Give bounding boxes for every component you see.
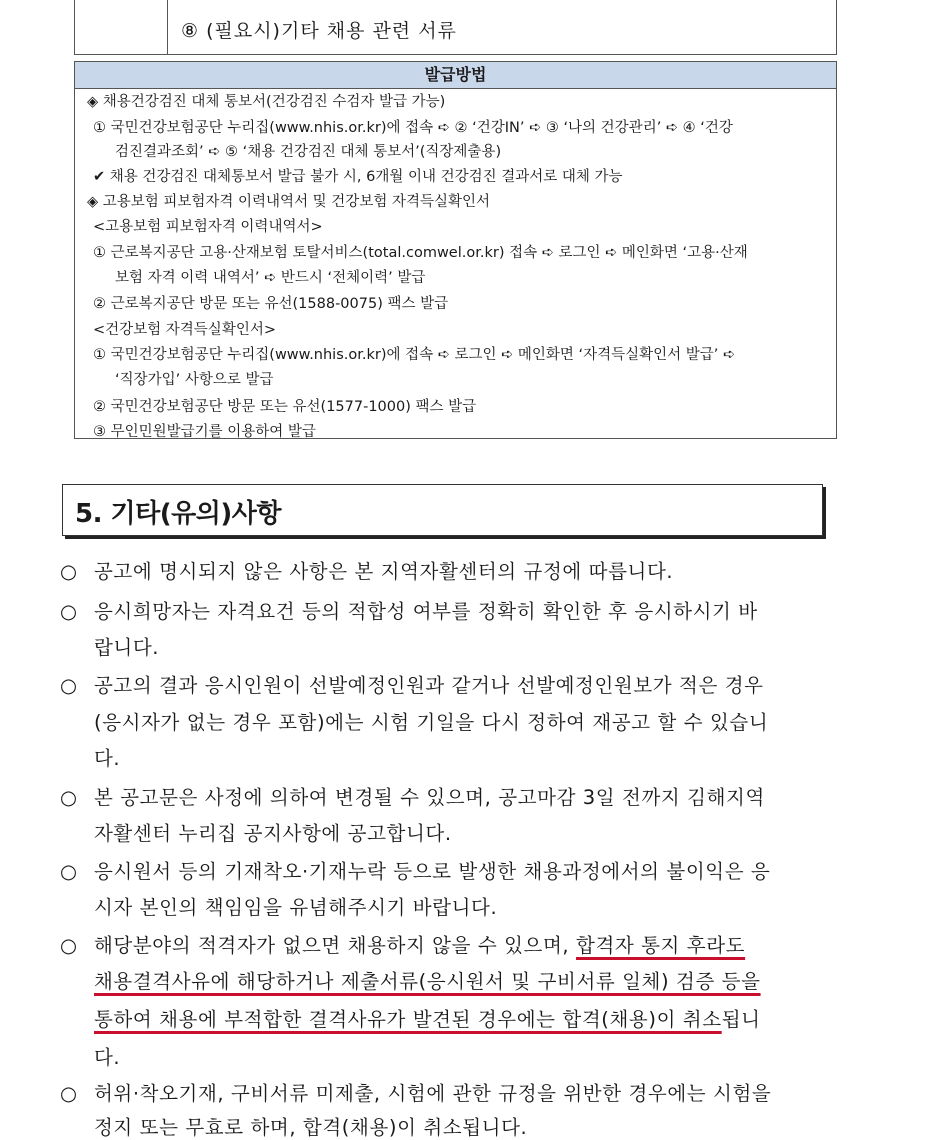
bullet-circle-icon: ○ — [60, 786, 78, 809]
issuance-method-box — [74, 61, 837, 439]
bullet-circle-icon: ○ — [60, 600, 78, 623]
issuance-line: ◈ 고용보험 피보험자격 이력내역서 및 건강보험 자격득실확인서 — [87, 194, 490, 210]
bullet-circle-icon: ○ — [60, 674, 78, 697]
note-text-continuation: 다. — [94, 1046, 121, 1069]
note-text: 본 공고문은 사정에 의하여 변경될 수 있으며, 공고마감 3일 전까지 김해지역 — [94, 786, 765, 809]
note-text-continuation: (응시자가 없는 경우 포함)에는 시험 기일을 다시 정하여 재공고 할 수 있습니 — [94, 711, 769, 734]
note-text-continuation: 정지 또는 무효로 하며, 합격(채용)이 취소됩니다. — [94, 1116, 528, 1139]
note-text-continuation: 자활센터 누리집 공지사항에 공고합니다. — [94, 822, 452, 845]
issuance-method-header: 발급방법 — [75, 62, 836, 89]
note-item — [60, 856, 770, 884]
note-text-underlined: 채용결격사유에 해당하거나 제출서류(응시원서 및 구비서류 일체) 검증 등을 — [94, 970, 761, 993]
document-table-fragment — [74, 0, 837, 55]
note-text-continuation — [94, 1004, 761, 1032]
issuance-line: ‘직장가입’ 사항으로 발급 — [115, 372, 274, 388]
issuance-subheading: <고용보험 피보험자격 이력내역서> — [93, 219, 323, 235]
note-item — [60, 596, 758, 624]
bullet-circle-icon: ○ — [60, 1082, 78, 1105]
note-item — [60, 1078, 771, 1106]
note-item — [60, 556, 673, 584]
note-text: 응시원서 등의 기재착오·기재누락 등으로 발생한 채용과정에서의 불이익은 응 — [94, 860, 771, 883]
issuance-line: 검진결과조회’ ➪ ⑤ ‘채용 건강검진 대체 통보서’(직장제출용) — [115, 144, 502, 160]
section-heading-box — [62, 484, 823, 536]
note-text: 공고의 결과 응시인원이 선발예정인원과 같거나 선발예정인원보가 적은 경우 — [94, 674, 764, 697]
issuance-line: ① 국민건강보험공단 누리집(www.nhis.or.kr)에 접속 ➪ 로그인 ➪ 메인화면 ‘자격득실확인서 발급’ ➪ — [93, 347, 736, 363]
section-title: 5. 기타(유의)사항 — [75, 499, 281, 529]
note-text-continuation: 다. — [94, 747, 121, 770]
note-item — [60, 930, 745, 958]
bullet-circle-icon: ○ — [60, 860, 78, 883]
note-text: 응시희망자는 자격요건 등의 적합성 여부를 정확히 확인한 후 응시하시기 바 — [94, 600, 758, 623]
note-text-continuation: 랍니다. — [94, 636, 160, 659]
issuance-line: ② 국민건강보험공단 방문 또는 유선(1577-1000) 팩스 발급 — [93, 399, 477, 415]
note-text: 공고에 명시되지 않은 사항은 본 지역자활센터의 규정에 따릅니다. — [94, 560, 674, 583]
issuance-line: ◈ 채용건강검진 대체 통보서(건강검진 수검자 발급 가능) — [87, 94, 446, 110]
bullet-circle-icon: ○ — [60, 560, 78, 583]
bullet-circle-icon: ○ — [60, 934, 78, 957]
note-text-underlined: 합격자 통지 후라도 — [576, 934, 746, 957]
note-text: 해당분야의 적격자가 없으면 채용하지 않을 수 있으며, — [94, 934, 577, 957]
note-text-continuation: 시자 본인의 책임임을 유념해주시기 바랍니다. — [94, 896, 498, 919]
note-item — [60, 670, 764, 698]
note-text: 허위·착오기재, 구비서류 미제출, 시험에 관한 규정을 위반한 경우에는 시험을 — [94, 1082, 772, 1105]
note-item — [60, 782, 765, 810]
issuance-line: ② 근로복지공단 방문 또는 유선(1588-0075) 팩스 발급 — [93, 296, 449, 312]
issuance-subheading: <건강보험 자격득실확인서> — [93, 322, 276, 338]
note-text-underlined: 통하여 채용에 부적합한 결격사유가 발견된 경우에는 합격(채용)이 취소 — [94, 1008, 722, 1031]
issuance-line: ① 근로복지공단 고용·산재보험 토탈서비스(total.comwel.or.kr) 접속 ➪ 로그인 ➪ 메인화면 ‘고용·산재 — [93, 245, 748, 261]
table-item-8: ⑧ (필요시)기타 채용 관련 서류 — [181, 20, 457, 42]
issuance-line: ③ 무인민원발급기를 이용하여 발급 — [93, 424, 316, 440]
issuance-line: ✔ 채용 건강검진 대체통보서 발급 불가 시, 6개월 이내 건강검진 결과서로 대체 가능 — [93, 169, 623, 185]
note-text: 됩니 — [721, 1008, 761, 1031]
issuance-line: ① 국민건강보험공단 누리집(www.nhis.or.kr)에 접속 ➪ ② ‘건강IN’ ➪ ③ ‘나의 건강관리’ ➪ ④ ‘건강 — [93, 120, 733, 136]
note-text-continuation — [94, 966, 761, 994]
issuance-line: 보험 자격 이력 내역서’ ➪ 반드시 ‘전체이력’ 발급 — [115, 270, 426, 286]
table-empty-cell — [75, 0, 168, 54]
